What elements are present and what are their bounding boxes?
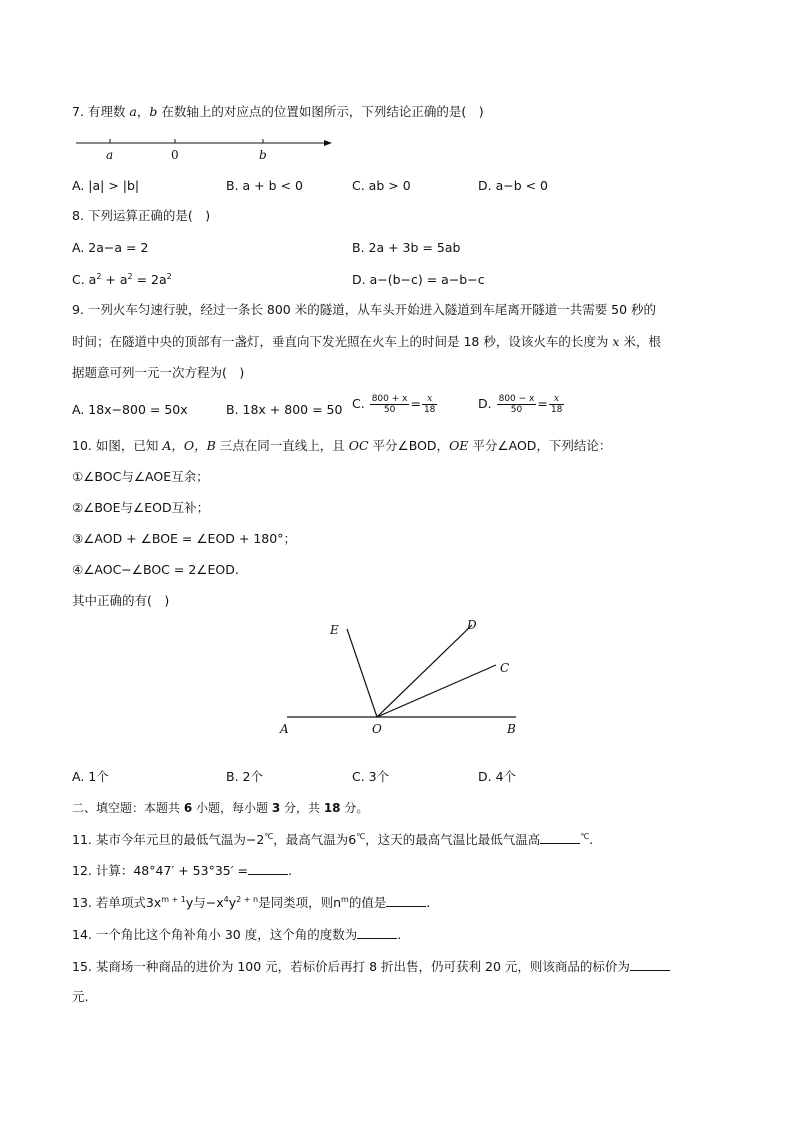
q8-option-c-text: C. a (72, 272, 97, 287)
section-question-count: 6 (183, 801, 193, 815)
q10-option-b[interactable]: B. 2个 (226, 769, 263, 784)
q9-option-c-label: C. (352, 396, 365, 411)
fraction-numerator: x (422, 394, 437, 405)
q9-option-b[interactable]: B. 18x + 800 = 50 (226, 402, 343, 417)
fraction-denominator: 18 (550, 405, 563, 415)
point-label-o: O (372, 722, 382, 736)
q8-option-c-exp: 2 (127, 271, 133, 281)
answer-blank[interactable] (540, 830, 580, 844)
q8-stem: 8. 下列运算正确的是( ) (72, 208, 211, 223)
q13-text: 13. 若单项式3x (72, 895, 162, 910)
q9-stem-text: 时间；在隧道中央的顶部有一盏灯，垂直向下发光照在火车上的时间是 18 秒，设该火车的长度为 (72, 334, 613, 349)
q13-exp: 4 (223, 894, 229, 904)
q14-text: . (397, 927, 402, 942)
q15-text: 15. 某商场一种商品的进价为 100 元，若标价后再打 8 折出售，仍可获利 20 元，则该商品的标价为 (72, 959, 630, 974)
q9-option-d-label: D. (478, 396, 492, 411)
q8-option-c-exp: 2 (96, 271, 102, 281)
q9-option-c[interactable] (352, 394, 438, 415)
section-heading-fill-in (72, 799, 368, 817)
q12-text: 12. 计算：48°47′ + 53°35′ = (72, 863, 249, 878)
q7-stem (72, 103, 484, 121)
fraction-numerator: 800 − x (498, 394, 535, 404)
section-heading-text: 分。 (340, 801, 369, 815)
q10-stem-oe: OE (449, 438, 469, 453)
fraction (497, 394, 537, 415)
q13-exp: 2 + n (236, 894, 259, 904)
q7-option-a[interactable]: A. |a| > |b| (72, 178, 140, 193)
q7-option-d[interactable]: D. a−b < 0 (478, 178, 549, 193)
q10-stem-vars: A，O，B (162, 438, 216, 453)
point-label-e: E (330, 623, 339, 637)
fraction (370, 394, 410, 415)
q12-stem (72, 861, 292, 880)
q10-ask: 其中正确的有( ) (72, 593, 170, 608)
answer-blank[interactable] (248, 861, 288, 875)
point-label-c: C (500, 661, 510, 675)
axis-label-b: b (259, 148, 267, 162)
q7-stem-text: ， (136, 104, 150, 119)
equals-sign: = (537, 396, 548, 411)
axis-label-a: a (106, 148, 114, 162)
q10-stem-text: 平分∠BOD， (368, 438, 450, 453)
answer-blank[interactable] (630, 957, 670, 971)
fraction-denominator: 50 (510, 405, 523, 415)
fraction-denominator: 50 (383, 405, 396, 415)
q8-option-c-text: = 2a (132, 272, 167, 287)
q10-conclusion-2: ②∠BOE与∠EOD互补； (72, 500, 210, 515)
q10-conclusion-4: ④∠AOC−∠BOC = 2∠EOD. (72, 562, 239, 577)
fraction-denominator: 18 (423, 405, 436, 415)
q11-text: ，这天的最高气温比最低气温高 (365, 832, 541, 847)
q13-text: 的值是 (348, 895, 387, 910)
q9-option-d[interactable] (478, 394, 565, 415)
q10-option-d[interactable]: D. 4个 (478, 769, 517, 784)
q13-stem (72, 893, 430, 912)
equals-sign: = (410, 396, 421, 411)
q7-var-a: a (129, 104, 137, 119)
q13-text: . (426, 895, 431, 910)
q13-text: y (228, 895, 237, 910)
q10-stem-text: 10. 如图，已知 (72, 438, 163, 453)
q8-option-b[interactable]: B. 2a + 3b = 5ab (352, 240, 461, 255)
axis-label-zero: 0 (171, 148, 179, 162)
q12-text: . (288, 863, 293, 878)
q11-stem (72, 830, 593, 849)
q9-stem-text: 米，根 (619, 334, 661, 349)
section-heading-text: 二、填空题：本题共 (72, 801, 184, 815)
q9-stem-line1: 9. 一列火车匀速行驶，经过一条长 800 米的隧道，从车头开始进入隧道到车尾离开隧道一共需要 50 秒的 (72, 302, 657, 317)
q11-unit: ℃ (356, 831, 366, 841)
section-score-total: 18 (323, 801, 341, 815)
angle-figure (270, 612, 530, 742)
q13-exp: m + 1 (161, 894, 186, 904)
q10-option-c[interactable]: C. 3个 (352, 769, 390, 784)
q15-stem-line1 (72, 957, 670, 976)
q9-stem-line2 (72, 333, 661, 351)
q8-option-d[interactable]: D. a−(b−c) = a−b−c (352, 272, 485, 287)
point-label-b: B (507, 722, 516, 736)
section-score-each: 3 (271, 801, 281, 815)
answer-blank[interactable] (357, 925, 397, 939)
q8-option-c-text: + a (101, 272, 128, 287)
q7-stem-text: 7. 有理数 (72, 104, 130, 119)
q9-stem-line3: 据题意可列一元一次方程为( ) (72, 365, 245, 380)
q11-text: 11. 某市今年元旦的最低气温为−2 (72, 832, 265, 847)
q8-option-a[interactable]: A. 2a−a = 2 (72, 240, 149, 255)
q7-option-b[interactable]: B. a + b < 0 (226, 178, 303, 193)
q8-option-c[interactable] (72, 271, 172, 289)
q13-text: y与−x (185, 895, 224, 910)
q9-option-a[interactable]: A. 18x−800 = 50x (72, 402, 188, 417)
point-label-d: D (467, 618, 477, 632)
q9-var-x: x (612, 334, 620, 349)
q10-conclusion-3: ③∠AOD + ∠BOE = ∠EOD + 180°； (72, 531, 296, 546)
fraction (549, 394, 564, 415)
q11-text: ，最高气温为6 (273, 832, 357, 847)
q10-stem-oc: OC (348, 438, 369, 453)
q7-var-b: b (149, 104, 158, 119)
section-heading-text: 小题，每小题 (192, 801, 272, 815)
q7-option-c[interactable]: C. ab > 0 (352, 178, 411, 193)
q11-unit: ℃ (580, 831, 590, 841)
q10-stem-text: 三点在同一直线上，且 (215, 438, 349, 453)
q10-stem-text: 平分∠AOD，下列结论： (468, 438, 612, 453)
q10-option-a[interactable]: A. 1个 (72, 769, 109, 784)
answer-blank[interactable] (386, 893, 426, 907)
fraction-numerator: 800 + x (371, 394, 408, 404)
q14-stem (72, 925, 401, 944)
q11-text: . (589, 832, 594, 847)
q13-text: 是同类项，则n (258, 895, 342, 910)
q8-option-c-exp: 2 (166, 271, 172, 281)
q10-conclusion-1: ①∠BOC与∠AOE互余； (72, 469, 209, 484)
fraction (422, 394, 437, 415)
section-heading-text: 分，共 (280, 801, 324, 815)
q10-stem (72, 437, 611, 455)
q7-stem-text: 在数轴上的对应点的位置如图所示，下列结论正确的是( ) (157, 104, 484, 119)
q11-unit: ℃ (264, 831, 274, 841)
point-label-a: A (280, 722, 289, 736)
q14-text: 14. 一个角比这个角补角小 30 度，这个角的度数为 (72, 927, 358, 942)
number-line-figure (70, 132, 340, 164)
q15-stem-line2: 元. (72, 989, 89, 1004)
q13-exp: m (341, 894, 349, 904)
fraction-numerator: x (549, 394, 564, 405)
